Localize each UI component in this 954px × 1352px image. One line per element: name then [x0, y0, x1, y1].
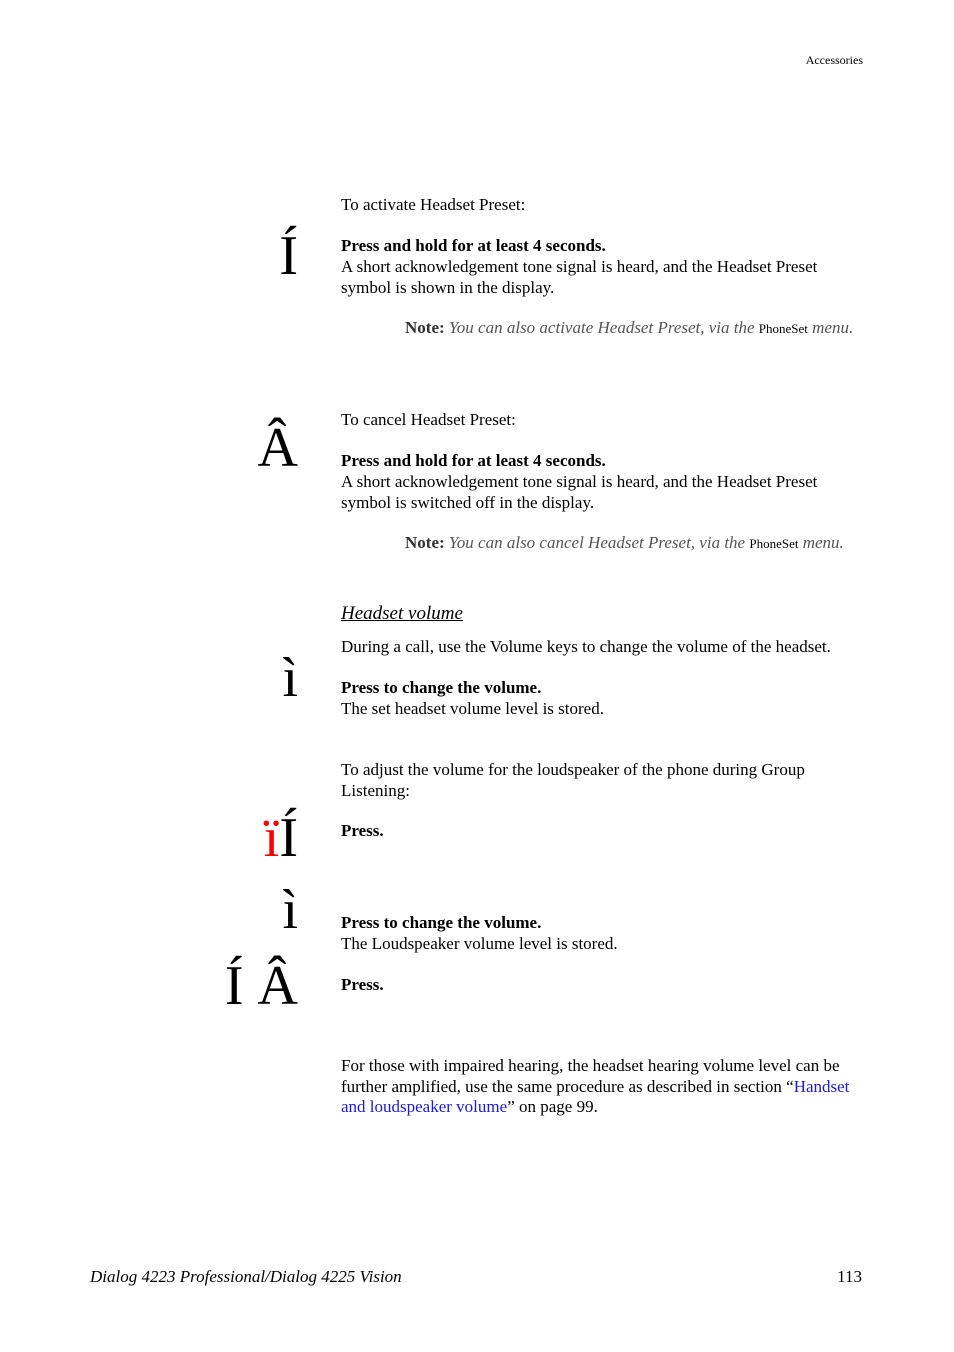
cross-reference-link[interactable]: Handset and loudspeaker volume	[341, 1076, 850, 1116]
volume-keys-icon: ì	[282, 647, 298, 709]
headset-clear-keys-icon	[200, 955, 298, 1017]
cancel-note	[405, 532, 875, 554]
headset-key-icon: Í	[279, 807, 298, 869]
page-number: 113	[837, 1267, 862, 1286]
note-text-end: menu.	[802, 533, 844, 552]
impaired-text: For those with impaired hearing, the headset hearing volume level can be further amplified, use the same procedure as described in section “	[341, 1056, 840, 1096]
headset-key-icon: Í	[224, 955, 244, 1017]
activate-action: Press and hold for at least 4 seconds.	[341, 236, 606, 255]
section-heading: Headset volume	[341, 603, 463, 624]
group-intro: To adjust the volume for the loudspeaker of the phone during Group Listening:	[341, 760, 805, 800]
note-text-end: menu.	[812, 318, 854, 337]
note-label: Note:	[405, 318, 445, 337]
group-step1: Press.	[341, 821, 384, 840]
impaired-text-end: ” on page 99.	[507, 1097, 598, 1116]
activate-intro: To activate Headset Preset:	[341, 195, 526, 214]
impaired-paragraph	[341, 1056, 861, 1118]
cancel-intro: To cancel Headset Preset:	[341, 410, 516, 429]
group-step2-result: The Loudspeaker volume level is stored.	[341, 934, 618, 953]
note-label: Note:	[405, 533, 445, 552]
footer-title: Dialog 4223 Professional/Dialog 4225 Vision	[90, 1267, 402, 1286]
volume-keys-icon: ì	[282, 879, 298, 941]
loudspeaker-key-icon: ï	[263, 807, 280, 869]
loudspeaker-headset-keys-icon	[200, 807, 298, 869]
note-text: You can also cancel Headset Preset, via the	[448, 533, 746, 552]
volume-result: The set headset volume level is stored.	[341, 699, 604, 718]
cancel-result: A short acknowledgement tone signal is heard, and the Headset Preset symbol is switched off in the display.	[341, 472, 818, 512]
volume-action: Press to change the volume.	[341, 678, 542, 697]
clear-key-icon: Â	[257, 417, 298, 479]
menu-name: PhoneSet	[749, 536, 799, 551]
menu-name: PhoneSet	[758, 321, 808, 336]
clear-key-icon: Â	[257, 955, 298, 1017]
activate-result: A short acknowledgement tone signal is heard, and the Headset Preset symbol is shown in the display.	[341, 257, 818, 297]
cancel-action: Press and hold for at least 4 seconds.	[341, 451, 606, 470]
running-header: Accessories	[805, 53, 863, 67]
headset-key-icon: Í	[279, 225, 298, 287]
volume-intro: During a call, use the Volume keys to change the volume of the headset.	[341, 637, 831, 656]
group-step2-action: Press to change the volume.	[341, 913, 542, 932]
activate-note	[405, 317, 875, 339]
group-step3: Press.	[341, 975, 384, 994]
note-text: You can also activate Headset Preset, via the	[448, 318, 755, 337]
